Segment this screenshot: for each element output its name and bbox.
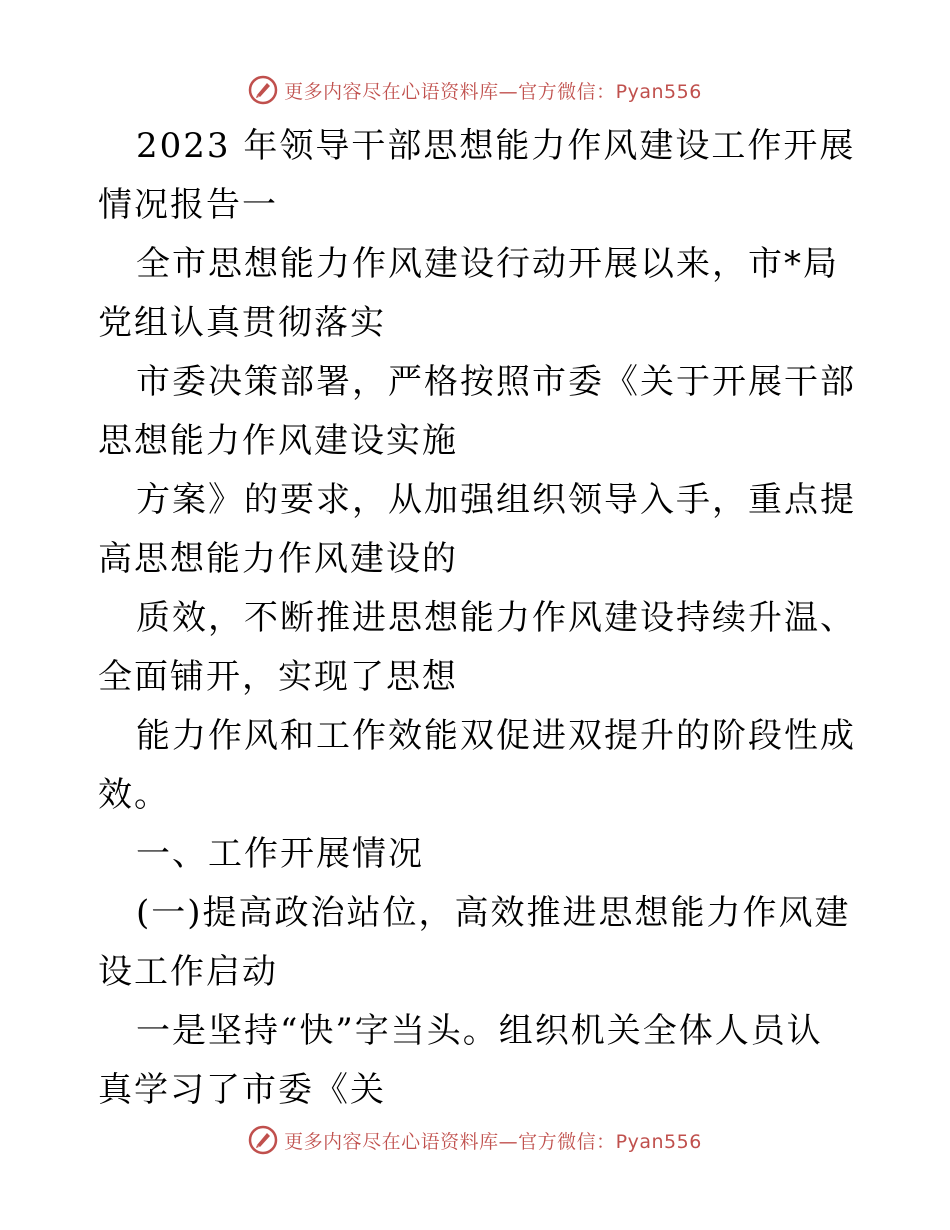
logo-icon (248, 1125, 278, 1155)
document-paragraph: 能力作风和工作效能双促进双提升的阶段性成效。 (98, 716, 856, 815)
subsection-heading: (一)提高政治站位，高效推进思想能力作风建设工作启动 (98, 893, 851, 992)
watermark-text: 更多内容尽在心语资料库—官方微信：Pyan556 (284, 80, 702, 103)
document-body (98, 117, 858, 1120)
document-paragraph: 一是坚持“快”字当头。组织机关全体人员认真学习了市委《关 (98, 1011, 823, 1110)
logo-icon (248, 75, 278, 105)
document-paragraph: 市委决策部署，严格按照市委《关于开展干部思想能力作风建设实施 (98, 362, 856, 461)
document-paragraph: 2023 年领导干部思想能力作风建设工作开展情况报告一 (98, 126, 856, 225)
document-paragraph: 质效，不断推进思想能力作风建设持续升温、全面铺开，实现了思想 (98, 598, 856, 697)
footer-watermark (0, 1120, 950, 1160)
document-paragraph: 方案》的要求，从加强组织领导入手，重点提高思想能力作风建设的 (98, 480, 856, 579)
watermark-text: 更多内容尽在心语资料库—官方微信：Pyan556 (284, 1130, 702, 1153)
document-paragraph: 全市思想能力作风建设行动开展以来，市*局党组认真贯彻落实 (98, 244, 839, 343)
section-heading: 一、工作开展情况 (136, 834, 424, 874)
header-watermark (0, 70, 950, 110)
